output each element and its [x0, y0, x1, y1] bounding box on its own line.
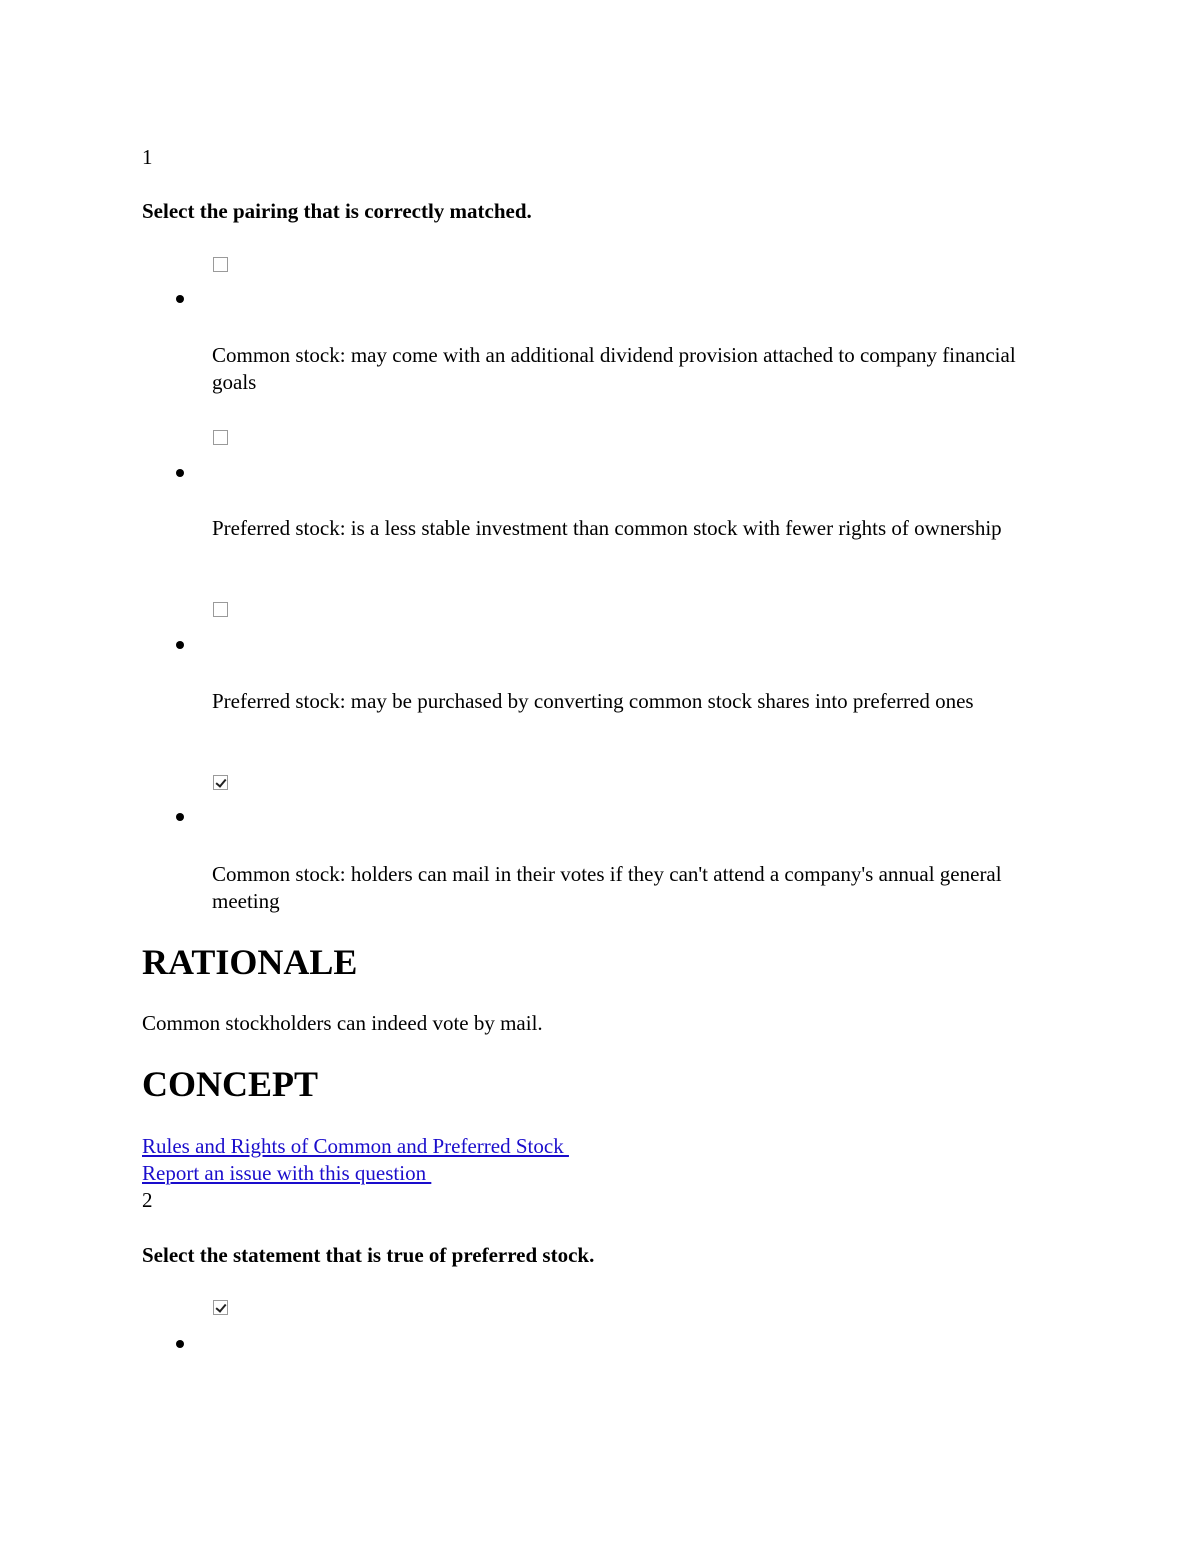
- rationale-heading: RATIONALE: [142, 942, 358, 982]
- concept-link[interactable]: Rules and Rights of Common and Preferred Stock: [142, 1134, 569, 1158]
- option-2-text: Preferred stock: is a less stable investment than common stock with fewer rights of ownership: [212, 516, 1002, 540]
- option-3-bullet: [176, 641, 184, 649]
- question-2-number: 2: [142, 1188, 153, 1212]
- question-1-prompt: Select the pairing that is correctly matched.: [142, 199, 532, 223]
- option-3-text: Preferred stock: may be purchased by converting common stock shares into preferred ones: [212, 689, 974, 713]
- option-1-text: Common stock: may come with an additional dividend provision attached to company financial goals: [212, 343, 1016, 394]
- question-2-prompt: Select the statement that is true of preferred stock.: [142, 1243, 595, 1267]
- q2-option-1-bullet: [176, 1340, 184, 1348]
- option-2-bullet: [176, 469, 184, 477]
- concept-heading: CONCEPT: [142, 1064, 319, 1104]
- rationale-text: Common stockholders can indeed vote by mail.: [142, 1011, 543, 1035]
- option-2-checkbox[interactable]: [213, 430, 228, 445]
- report-issue-link[interactable]: Report an issue with this question: [142, 1161, 432, 1185]
- option-1-bullet: [176, 295, 184, 303]
- option-4-bullet: [176, 813, 184, 821]
- option-3-checkbox[interactable]: [213, 602, 228, 617]
- q2-option-1-checkbox[interactable]: [213, 1300, 228, 1315]
- option-4-text: Common stock: holders can mail in their votes if they can't attend a company's annual general meeting: [212, 862, 1002, 913]
- option-1-checkbox[interactable]: [213, 257, 228, 272]
- question-1-number: 1: [142, 145, 153, 169]
- option-4-checkbox[interactable]: [213, 775, 228, 790]
